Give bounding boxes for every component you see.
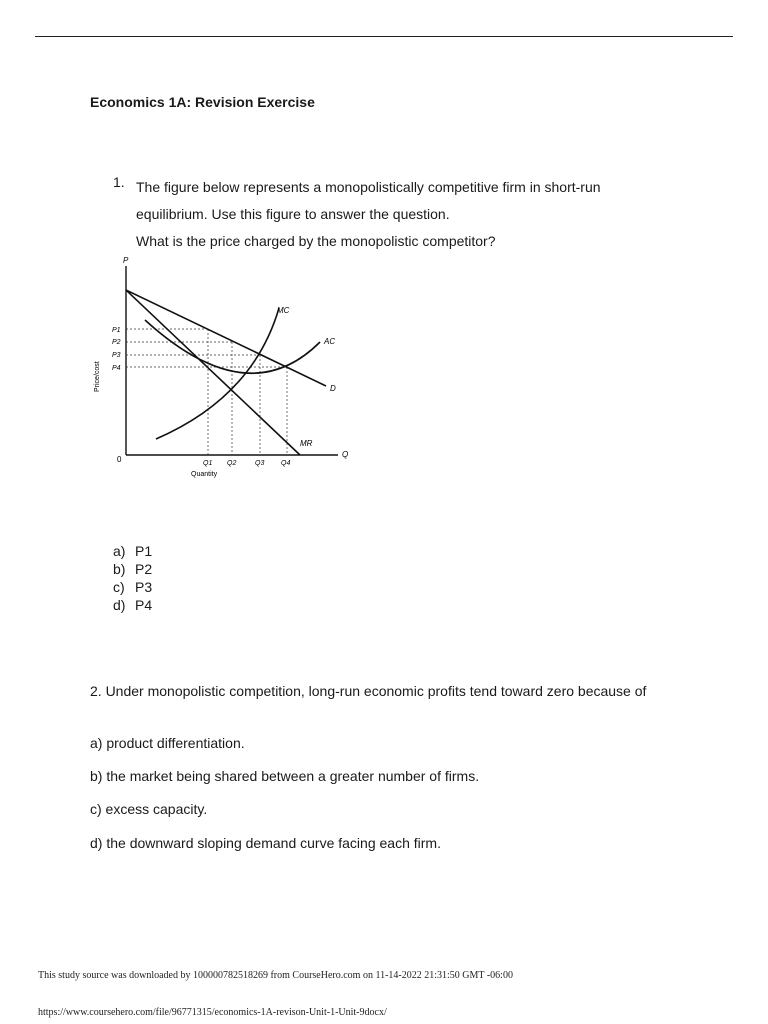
option-text: P3 bbox=[135, 579, 153, 595]
demand-curve bbox=[126, 290, 326, 386]
p3-label: P3 bbox=[112, 352, 121, 359]
question-1-line-2: equilibrium. Use this figure to answer the question. bbox=[136, 206, 450, 222]
question-2-option-a: a) product differentiation. bbox=[90, 735, 245, 751]
download-notice: This study source was downloaded by 100000782518269 from CourseHero.com on 11-14-2022 21:31:50 GMT -06:00 bbox=[38, 970, 513, 981]
y-axis-letter: P bbox=[123, 256, 129, 265]
question-1-options bbox=[113, 542, 152, 614]
option-letter: b) bbox=[113, 561, 126, 577]
option-text: P2 bbox=[135, 561, 153, 577]
option-text: P1 bbox=[135, 543, 153, 559]
q2-label: Q2 bbox=[227, 460, 237, 467]
ac-label: AC bbox=[324, 337, 336, 346]
question-1-option-b bbox=[113, 560, 152, 578]
option-text: P4 bbox=[135, 597, 153, 613]
question-1-line-3: What is the price charged by the monopolistic competitor? bbox=[136, 233, 496, 249]
p1-label: P1 bbox=[112, 327, 121, 334]
average-cost-curve bbox=[145, 320, 320, 373]
question-2-option-c: c) excess capacity. bbox=[90, 801, 208, 817]
marginal-revenue-curve bbox=[126, 290, 300, 455]
d-label: D bbox=[330, 384, 336, 393]
mr-label: MR bbox=[300, 439, 313, 448]
question-1-number: 1. bbox=[113, 174, 125, 190]
origin-label: 0 bbox=[117, 455, 122, 464]
top-rule bbox=[35, 36, 733, 37]
x-axis-title: Quantity bbox=[191, 471, 218, 478]
question-2-option-b: b) the market being shared between a greater number of firms. bbox=[90, 768, 480, 784]
p4-label: P4 bbox=[112, 365, 121, 372]
question-2-text: 2. Under monopolistic competition, long-run economic profits tend toward zero because of bbox=[90, 683, 647, 699]
q1-label: Q1 bbox=[203, 460, 213, 467]
option-letter: c) bbox=[113, 579, 125, 595]
mc-label: MC bbox=[277, 306, 290, 315]
q4-label: Q4 bbox=[281, 460, 291, 467]
question-1-text bbox=[136, 174, 696, 255]
question-1-line-1: The figure below represents a monopolistically competitive firm in short-run bbox=[136, 179, 601, 195]
x-axis-letter: Q bbox=[342, 450, 349, 459]
option-letter: d) bbox=[113, 597, 126, 613]
q3-label: Q3 bbox=[255, 460, 265, 467]
document-title: Economics 1A: Revision Exercise bbox=[90, 94, 315, 110]
question-1-option-a bbox=[113, 542, 152, 560]
question-1-option-c bbox=[113, 578, 152, 596]
question-2-option-d: d) the downward sloping demand curve facing each firm. bbox=[90, 835, 441, 851]
option-letter: a) bbox=[113, 543, 126, 559]
p2-label: P2 bbox=[112, 339, 121, 346]
y-axis-title: Price/cost bbox=[94, 361, 101, 392]
source-url[interactable]: https://www.coursehero.com/file/96771315/economics-1A-revison-Unit-1-Unit-9docx/ bbox=[38, 1007, 387, 1018]
question-1-option-d bbox=[113, 596, 152, 614]
monopolistic-competition-figure bbox=[88, 252, 354, 484]
